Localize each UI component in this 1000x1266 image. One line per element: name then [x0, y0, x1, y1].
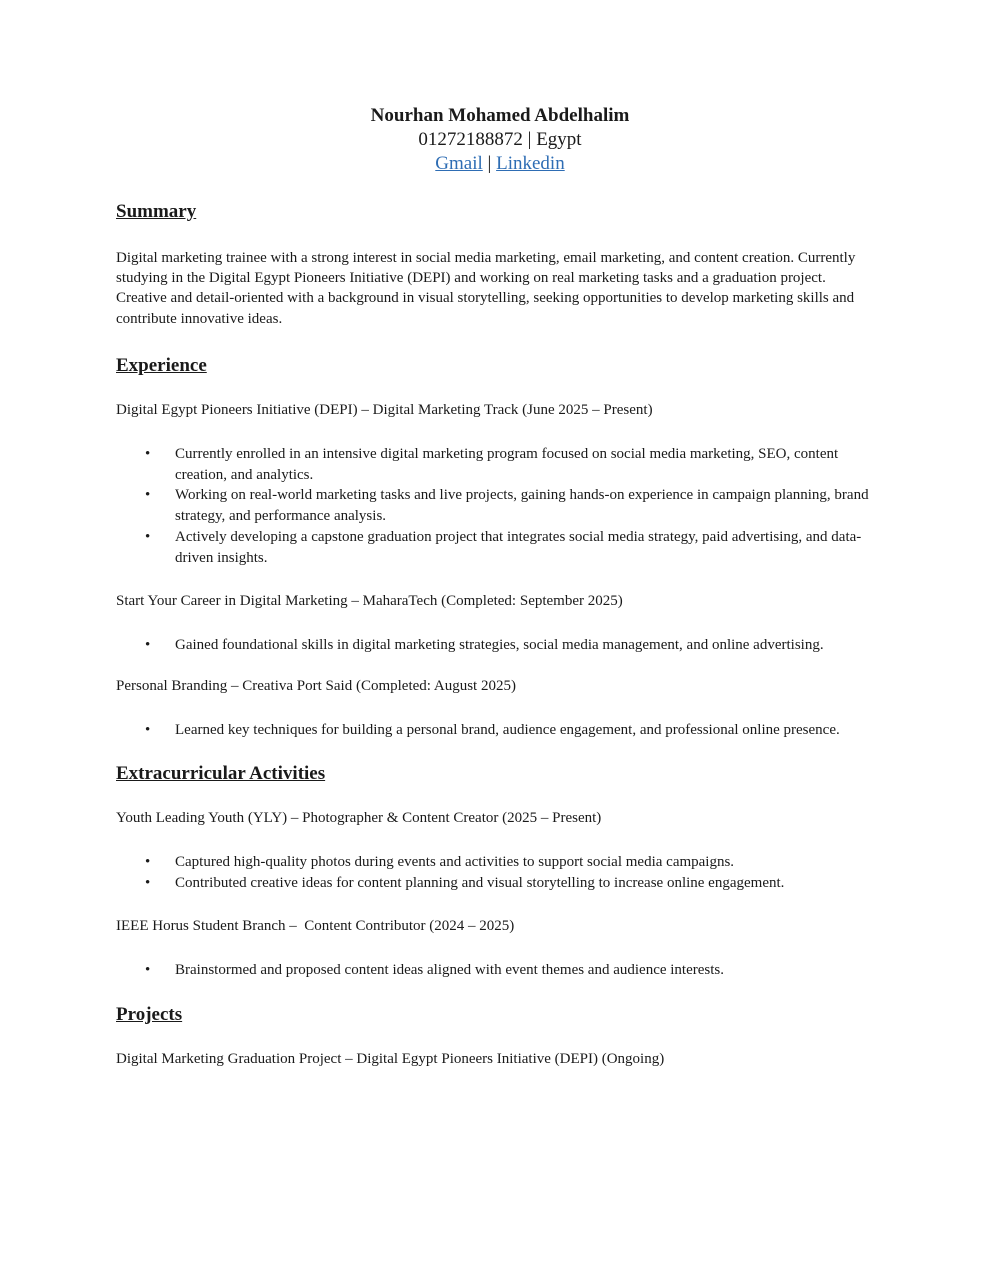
extracurricular-entry-2-bullets: [116, 960, 876, 981]
list-item: [116, 527, 876, 569]
bullet-icon: •: [145, 445, 151, 462]
bullet-text: Learned key techniques for building a personal brand, audience engagement, and professional online presence.: [175, 722, 840, 739]
resume-body: [116, 200, 876, 1069]
resume-header: [0, 104, 1000, 176]
summary-heading: Summary: [116, 201, 197, 222]
bullet-icon: •: [145, 961, 151, 978]
experience-entry-2-bullets: [116, 635, 876, 656]
bullet-text: Working on real-world marketing tasks and live projects, gaining hands-on experience in campaign planning, brand strategy, and performance analysis.: [175, 487, 869, 525]
list-item: [116, 444, 876, 486]
list-item: [116, 485, 876, 527]
phone-number: 01272188872: [418, 129, 523, 150]
extracurricular-entry-1-heading: Youth Leading Youth (YLY) – Photographer & Content Creator (2025 – Present): [116, 810, 602, 827]
contact-separator: |: [527, 129, 532, 150]
bullet-text: Contributed creative ideas for content planning and visual storytelling to increase online engagement.: [175, 874, 785, 891]
experience-entry-3-heading: Personal Branding – Creativa Port Said (Completed: August 2025): [116, 678, 516, 695]
list-item: [116, 720, 876, 741]
bullet-icon: •: [145, 722, 151, 739]
list-item: [116, 960, 876, 981]
bullet-icon: •: [145, 854, 151, 871]
extracurricular-heading: Extracurricular Activities: [116, 763, 326, 785]
links-line: [0, 152, 1000, 176]
links-separator: |: [487, 153, 492, 174]
bullet-text: Captured high-quality photos during events and activities to support social media campaigns.: [175, 854, 735, 871]
extracurricular-entry-1-bullets: [116, 852, 876, 894]
bullet-text: Brainstormed and proposed content ideas aligned with event themes and audience interests.: [175, 961, 725, 978]
bullet-icon: •: [145, 636, 151, 653]
experience-entry-3-bullets: [116, 720, 876, 741]
experience-entry-2-heading: Start Your Career in Digital Marketing – MaharaTech (Completed: September 2025): [116, 592, 623, 609]
bullet-icon: •: [145, 487, 151, 504]
bullet-icon: •: [145, 874, 151, 891]
list-item: [116, 873, 876, 894]
location: Egypt: [536, 129, 582, 150]
linkedin-link[interactable]: Linkedin: [496, 153, 565, 174]
summary-paragraph-2: Creative and detail-oriented with a background in visual storytelling, seeking opportunities to develop marketing skills and contribute innovative ideas.: [116, 290, 855, 327]
bullet-text: Actively developing a capstone graduation project that integrates social media strategy, paid advertising, and data-driven insights.: [175, 529, 862, 566]
project-entry-1-heading: Digital Marketing Graduation Project – Digital Egypt Pioneers Initiative (DEPI) (Ongoing): [116, 1050, 665, 1067]
gmail-link[interactable]: Gmail: [435, 153, 483, 174]
contact-line: [0, 128, 1000, 152]
experience-heading: Experience: [116, 354, 207, 376]
summary-paragraph-1: Digital marketing trainee with a strong interest in social media marketing, email marketing, and content creation. Currently studying in the Digital Egypt Pioneers Initiative (DEPI) and working on real marketing tasks and a graduation project.: [116, 250, 856, 287]
bullet-text: Gained foundational skills in digital marketing strategies, social media management, and online advertising.: [175, 636, 824, 653]
list-item: [116, 635, 876, 656]
bullet-icon: •: [145, 529, 151, 545]
extracurricular-entry-2-heading: IEEE Horus Student Branch – Content Contributor (2024 – 2025): [116, 917, 515, 934]
bullet-text: Currently enrolled in an intensive digital marketing program focused on social media marketing, SEO, content creation, and analytics.: [175, 445, 839, 483]
experience-entry-1-heading: Digital Egypt Pioneers Initiative (DEPI) – Digital Marketing Track (June 2025 – Present): [116, 401, 653, 418]
projects-heading: Projects: [116, 1003, 183, 1025]
candidate-name: Nourhan Mohamed Abdelhalim: [370, 105, 630, 126]
experience-entry-1-bullets: [116, 444, 876, 569]
list-item: [116, 852, 876, 873]
